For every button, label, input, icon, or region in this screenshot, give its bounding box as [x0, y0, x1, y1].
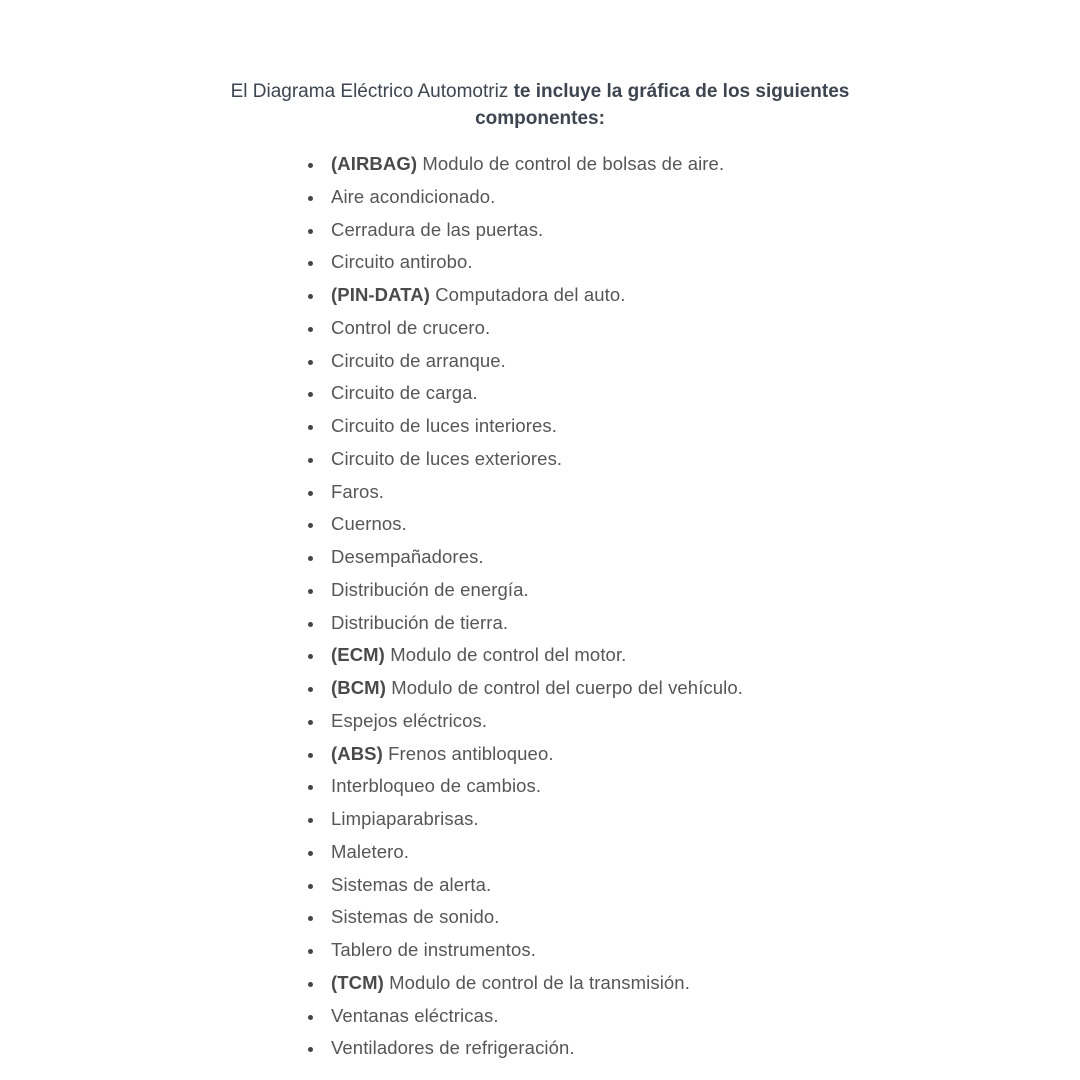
- component-description: Circuito antirobo.: [331, 251, 473, 273]
- list-item: [308, 967, 743, 1000]
- bullet-icon: [308, 327, 313, 332]
- bullet-icon: [308, 916, 313, 921]
- bullet-icon: [308, 654, 313, 659]
- list-item: [308, 803, 743, 836]
- component-description: Sistemas de alerta.: [331, 873, 492, 895]
- list-item: [308, 705, 743, 738]
- bullet-icon: [308, 589, 313, 594]
- component-description: Computadora del auto.: [435, 284, 626, 305]
- component-description: Modulo de control del motor.: [390, 644, 627, 666]
- component-description: Modulo de control de bolsas de aire.: [422, 153, 725, 174]
- component-description: Distribución de energía.: [331, 578, 529, 600]
- bullet-icon: [308, 261, 313, 266]
- list-item: [308, 738, 743, 771]
- list-item: [308, 443, 743, 476]
- list-item: [308, 639, 743, 672]
- component-description: Cerradura de las puertas.: [331, 218, 544, 240]
- bullet-icon: [308, 949, 313, 954]
- intro-strong-text-line2: componentes:: [475, 108, 605, 129]
- bullet-icon: [308, 622, 313, 627]
- bullet-icon: [308, 785, 313, 790]
- bullet-icon: [308, 425, 313, 430]
- bullet-icon: [308, 1047, 313, 1052]
- bullet-icon: [308, 818, 313, 823]
- bullet-icon: [308, 753, 313, 758]
- component-description: Maletero.: [331, 840, 410, 862]
- component-description: Aire acondicionado.: [331, 185, 496, 207]
- list-item: [308, 574, 743, 607]
- list-item: [308, 934, 743, 967]
- list-item: [308, 607, 743, 640]
- list-item: [308, 901, 743, 934]
- bullet-icon: [308, 229, 313, 234]
- intro-strong-text-line1: te incluye la gráfica de los siguientes: [513, 81, 850, 102]
- list-item: [308, 410, 743, 443]
- bullet-icon: [308, 458, 313, 463]
- components-list: [308, 148, 743, 1065]
- list-item: [308, 476, 743, 509]
- component-description: Interbloqueo de cambios.: [331, 775, 542, 797]
- list-item: [308, 770, 743, 803]
- bullet-icon: [308, 720, 313, 725]
- component-description: Ventanas eléctricas.: [331, 1004, 499, 1026]
- bullet-icon: [308, 851, 313, 856]
- list-item: [308, 148, 743, 181]
- component-description: Distribución de tierra.: [331, 611, 509, 633]
- list-item: [308, 279, 743, 312]
- component-abbreviation: (TCM): [331, 971, 384, 993]
- component-description: Ventiladores de refrigeración.: [331, 1037, 575, 1059]
- bullet-icon: [308, 884, 313, 889]
- component-abbreviation: (BCM): [331, 677, 386, 698]
- list-item: [308, 672, 743, 705]
- component-description: Control de crucero.: [331, 316, 491, 338]
- list-item: [308, 181, 743, 214]
- component-description: Limpiaparabrisas.: [331, 808, 479, 829]
- component-description: Modulo de control del cuerpo del vehículo.: [391, 677, 744, 698]
- bullet-icon: [308, 196, 313, 201]
- component-description: Sistemas de sonido.: [331, 906, 500, 928]
- list-item: [308, 836, 743, 869]
- bullet-icon: [308, 163, 313, 168]
- component-description: Modulo de control de la transmisión.: [389, 971, 690, 993]
- list-item: [308, 246, 743, 279]
- component-description: Circuito de arranque.: [331, 349, 506, 371]
- component-abbreviation: (ABS): [331, 742, 383, 764]
- list-item: [308, 508, 743, 541]
- list-item: [308, 312, 743, 345]
- list-item: [308, 1000, 743, 1033]
- component-abbreviation: (ECM): [331, 644, 385, 666]
- component-description: Circuito de carga.: [331, 382, 478, 404]
- list-item: [308, 541, 743, 574]
- intro-paragraph: [0, 78, 1080, 132]
- component-description: Circuito de luces exteriores.: [331, 447, 563, 469]
- component-description: Circuito de luces interiores.: [331, 415, 558, 436]
- bullet-icon: [308, 392, 313, 397]
- list-item: [308, 869, 743, 902]
- bullet-icon: [308, 360, 313, 365]
- component-description: Cuernos.: [331, 513, 407, 535]
- component-description: Frenos antibloqueo.: [388, 742, 554, 764]
- bullet-icon: [308, 523, 313, 528]
- bullet-icon: [308, 294, 313, 299]
- bullet-icon: [308, 556, 313, 561]
- component-abbreviation: (AIRBAG): [331, 153, 418, 174]
- component-description: Espejos eléctricos.: [331, 709, 488, 731]
- intro-plain-text: El Diagrama Eléctrico Automotriz: [230, 81, 509, 102]
- bullet-icon: [308, 491, 313, 496]
- bullet-icon: [308, 687, 313, 692]
- component-description: Tablero de instrumentos.: [331, 939, 536, 960]
- list-item: [308, 377, 743, 410]
- list-item: [308, 214, 743, 247]
- component-description: Faros.: [331, 480, 385, 502]
- component-description: Desempañadores.: [331, 546, 484, 567]
- list-item: [308, 1032, 743, 1065]
- bullet-icon: [308, 1015, 313, 1020]
- list-item: [308, 345, 743, 378]
- component-abbreviation: (PIN-DATA): [331, 284, 430, 305]
- bullet-icon: [308, 982, 313, 987]
